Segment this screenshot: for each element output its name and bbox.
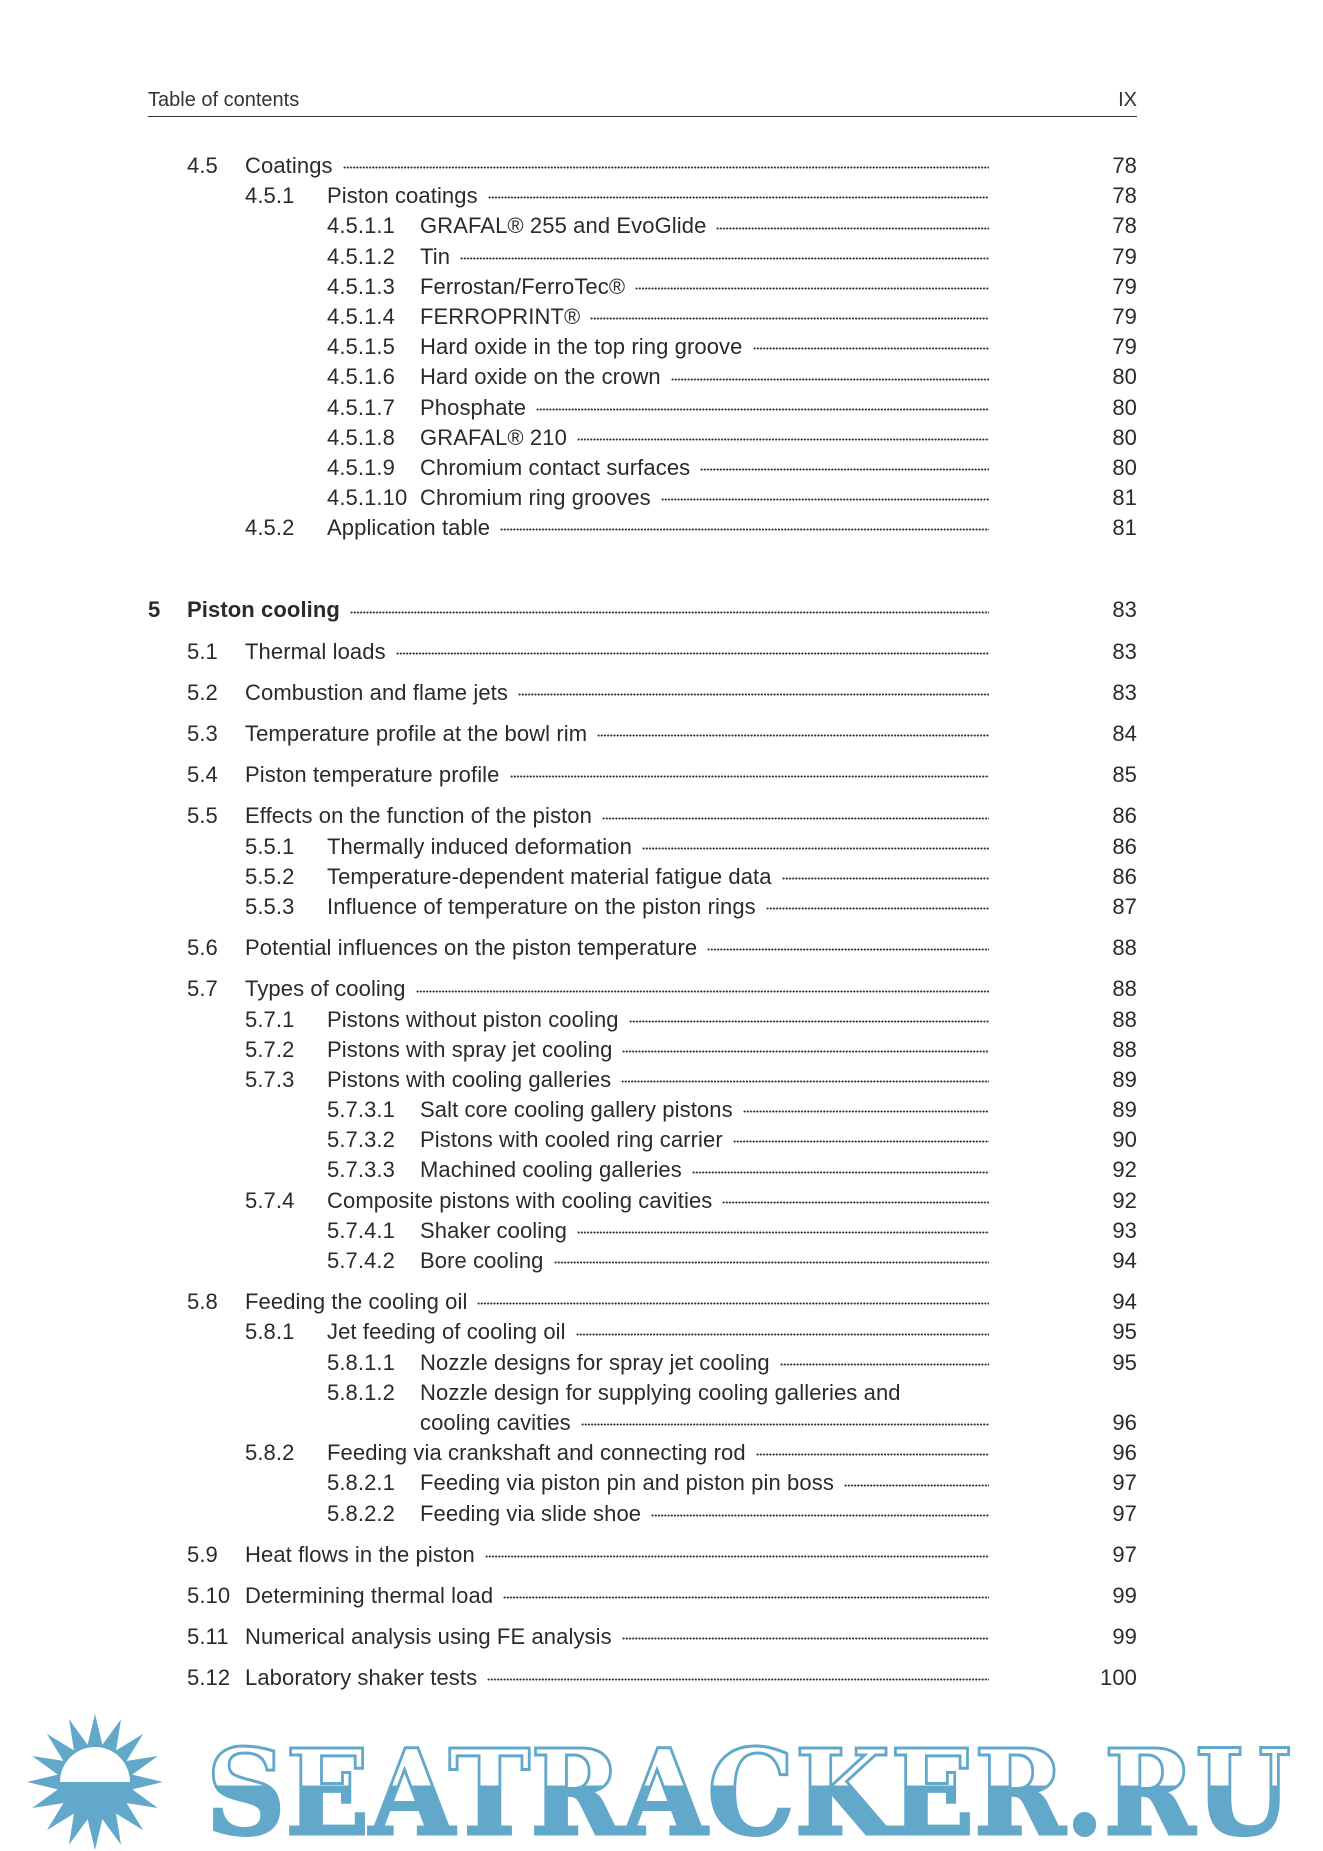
dot-leader bbox=[510, 775, 989, 781]
entry-title: GRAFAL® 255 and EvoGlide bbox=[420, 213, 707, 239]
toc-entry[interactable] bbox=[148, 423, 1137, 453]
entry-title: Piston temperature profile bbox=[245, 762, 500, 788]
entry-page: 81 bbox=[1112, 515, 1137, 541]
entry-number: 5.10 bbox=[187, 1582, 231, 1608]
entry-title: Machined cooling galleries bbox=[420, 1157, 682, 1183]
entry-title: Feeding the cooling oil bbox=[245, 1289, 468, 1315]
entry-page: 94 bbox=[1112, 1248, 1137, 1273]
toc-entry[interactable] bbox=[148, 483, 1137, 513]
entry-number: 5.8.1.1 bbox=[327, 1349, 395, 1375]
entry-number: 4.5.2 bbox=[245, 515, 295, 541]
dot-leader bbox=[536, 408, 989, 414]
entry-page: 86 bbox=[1112, 803, 1137, 829]
entry-number: 5.8.2.1 bbox=[327, 1470, 395, 1496]
entry-title: Laboratory shaker tests bbox=[245, 1665, 478, 1691]
dot-leader bbox=[844, 1484, 989, 1490]
running-header bbox=[148, 86, 1137, 117]
entry-title-continued: cooling cavities bbox=[420, 1409, 571, 1435]
toc-entry[interactable] bbox=[148, 974, 1137, 1004]
entry-number: 5.7.4.2 bbox=[327, 1248, 395, 1273]
entry-title: Temperature-dependent material fatigue data bbox=[327, 863, 772, 889]
dot-leader bbox=[554, 1261, 990, 1267]
entry-title: Combustion and flame jets bbox=[245, 679, 508, 705]
toc-entry[interactable] bbox=[148, 1155, 1137, 1185]
entry-number: 4.5.1.4 bbox=[327, 303, 395, 329]
entry-page: 80 bbox=[1112, 394, 1137, 420]
dot-leader bbox=[782, 877, 989, 883]
dot-leader bbox=[343, 166, 989, 172]
dot-leader bbox=[416, 990, 989, 996]
entry-page: 78 bbox=[1112, 153, 1137, 178]
dot-leader bbox=[780, 1363, 989, 1369]
dot-leader bbox=[621, 1080, 989, 1086]
dot-leader bbox=[661, 498, 989, 504]
toc-entry[interactable] bbox=[148, 719, 1137, 749]
entry-page: 86 bbox=[1112, 833, 1137, 859]
dot-leader bbox=[692, 1171, 989, 1177]
entry-title: Feeding via crankshaft and connecting rod bbox=[327, 1440, 746, 1466]
entry-number: 5.7.1 bbox=[245, 1006, 295, 1032]
entry-title: Chromium ring grooves bbox=[420, 485, 651, 511]
entry-page: 80 bbox=[1112, 364, 1137, 390]
toc-entry[interactable] bbox=[148, 151, 1137, 181]
toc-entry[interactable] bbox=[148, 1438, 1137, 1468]
toc-entry[interactable] bbox=[148, 1581, 1137, 1611]
dot-leader bbox=[597, 734, 989, 740]
entry-title: Chromium contact surfaces bbox=[420, 454, 691, 480]
entry-number: 5.5.3 bbox=[245, 893, 295, 919]
toc-entry-continued[interactable] bbox=[148, 1408, 1137, 1438]
dot-leader bbox=[722, 1201, 989, 1207]
dot-leader bbox=[671, 378, 989, 384]
entry-number: 4.5.1 bbox=[245, 183, 295, 209]
entry-number: 5.5 bbox=[187, 803, 218, 829]
entry-number: 5.5.1 bbox=[245, 833, 295, 859]
entry-number: 5.4 bbox=[187, 762, 218, 788]
entry-page: 83 bbox=[1112, 679, 1137, 705]
dot-leader bbox=[700, 468, 989, 474]
entry-title: Influence of temperature on the piston rings bbox=[327, 893, 756, 919]
entry-page: 97 bbox=[1112, 1541, 1137, 1567]
watermark-logo bbox=[0, 1712, 1323, 1851]
entry-page: 88 bbox=[1112, 935, 1137, 961]
watermark-text: SEATRACKER.RU bbox=[206, 1723, 1291, 1851]
entry-page: 88 bbox=[1112, 1036, 1137, 1062]
toc-entry[interactable] bbox=[148, 393, 1137, 423]
entry-number: 5.7 bbox=[187, 976, 218, 1002]
entry-page: 81 bbox=[1112, 485, 1137, 511]
entry-number: 5.7.3.1 bbox=[327, 1097, 395, 1123]
entry-title: Pistons with cooled ring carrier bbox=[420, 1127, 723, 1153]
dot-leader bbox=[756, 1453, 989, 1459]
entry-title: Application table bbox=[327, 515, 491, 541]
dot-leader bbox=[485, 1555, 989, 1561]
entry-number: 5.7.2 bbox=[245, 1036, 295, 1062]
entry-page: 93 bbox=[1112, 1217, 1137, 1243]
toc-entry[interactable] bbox=[148, 211, 1137, 241]
entry-number: 4.5.1.8 bbox=[327, 424, 395, 450]
header-page-number: IX bbox=[1118, 89, 1137, 111]
dot-leader bbox=[716, 227, 989, 233]
toc-entry[interactable] bbox=[148, 1246, 1137, 1276]
toc-entry[interactable] bbox=[148, 1540, 1137, 1570]
dot-leader bbox=[577, 438, 989, 444]
entry-title: Phosphate bbox=[420, 394, 527, 420]
entry-title: Nozzle designs for spray jet cooling bbox=[420, 1349, 770, 1375]
entry-page: 86 bbox=[1112, 863, 1137, 889]
entry-page: 89 bbox=[1112, 1097, 1137, 1123]
entry-title: Shaker cooling bbox=[420, 1217, 567, 1243]
entry-title: Salt core cooling gallery pistons bbox=[420, 1097, 733, 1123]
toc-entry[interactable] bbox=[148, 302, 1137, 332]
dot-leader bbox=[518, 693, 989, 699]
toc-entry[interactable] bbox=[148, 1125, 1137, 1155]
toc-entry[interactable] bbox=[148, 513, 1137, 543]
header-title: Table of contents bbox=[148, 89, 300, 111]
entry-title: Nozzle design for supplying cooling galleries and bbox=[420, 1379, 901, 1405]
entry-page: 90 bbox=[1112, 1127, 1137, 1153]
entry-title: Coatings bbox=[245, 153, 333, 178]
entry-page: 79 bbox=[1112, 334, 1137, 360]
entry-title: Types of cooling bbox=[245, 976, 406, 1002]
entry-page: 79 bbox=[1112, 303, 1137, 329]
entry-title: Pistons with cooling galleries bbox=[327, 1066, 612, 1092]
entry-number: 5.3 bbox=[187, 721, 218, 746]
entry-number: 4.5.1.6 bbox=[327, 364, 395, 390]
dot-leader bbox=[488, 196, 989, 202]
dot-leader bbox=[350, 611, 989, 617]
toc-entry[interactable] bbox=[148, 1186, 1137, 1216]
dot-leader bbox=[635, 287, 989, 293]
dot-leader bbox=[743, 1110, 989, 1116]
dot-leader bbox=[753, 347, 990, 353]
toc-entry[interactable] bbox=[148, 678, 1137, 708]
table-of-contents bbox=[148, 151, 1137, 1693]
entry-number: 5.7.3.2 bbox=[327, 1127, 395, 1153]
entry-title: Numerical analysis using FE analysis bbox=[245, 1624, 612, 1650]
entry-page: 96 bbox=[1112, 1440, 1137, 1466]
toc-entry[interactable] bbox=[148, 832, 1137, 862]
entry-page: 99 bbox=[1112, 1624, 1137, 1650]
entry-number: 5 bbox=[148, 597, 161, 623]
entry-title: Hard oxide in the top ring groove bbox=[420, 334, 743, 360]
dot-leader bbox=[629, 1020, 989, 1026]
entry-page: 88 bbox=[1112, 976, 1137, 1002]
toc-entry[interactable] bbox=[148, 892, 1137, 922]
entry-title: Temperature profile at the bowl rim bbox=[245, 721, 588, 746]
entry-number: 5.1 bbox=[187, 638, 218, 664]
entry-number: 4.5.1.9 bbox=[327, 454, 395, 480]
toc-entry[interactable] bbox=[148, 1622, 1137, 1652]
entry-page: 87 bbox=[1112, 893, 1137, 919]
dot-leader bbox=[602, 817, 989, 823]
entry-page: 78 bbox=[1112, 183, 1137, 209]
toc-entry[interactable] bbox=[148, 242, 1137, 272]
toc-entry[interactable] bbox=[148, 1317, 1137, 1347]
toc-entry[interactable] bbox=[148, 1095, 1137, 1125]
dot-leader bbox=[477, 1302, 989, 1308]
entry-number: 5.8 bbox=[187, 1289, 218, 1315]
dot-leader bbox=[590, 317, 989, 323]
entry-page: 100 bbox=[1099, 1665, 1137, 1691]
entry-number: 5.7.4 bbox=[245, 1187, 295, 1213]
toc-entry[interactable] bbox=[148, 1468, 1137, 1498]
entry-title: Ferrostan/FerroTec® bbox=[420, 273, 626, 299]
entry-page: 83 bbox=[1112, 638, 1137, 664]
entry-page: 95 bbox=[1112, 1319, 1137, 1345]
toc-entry[interactable] bbox=[148, 933, 1137, 963]
entry-title: Composite pistons with cooling cavities bbox=[327, 1187, 713, 1213]
entry-page: 97 bbox=[1112, 1470, 1137, 1496]
toc-entry[interactable] bbox=[148, 1035, 1137, 1065]
entry-title: Piston coatings bbox=[327, 183, 478, 209]
entry-title: Tin bbox=[420, 243, 451, 269]
entry-page: 92 bbox=[1112, 1157, 1137, 1183]
toc-entry[interactable] bbox=[148, 1378, 1137, 1408]
entry-number: 4.5.1.2 bbox=[327, 243, 395, 269]
entry-number: 5.8.1.2 bbox=[327, 1379, 395, 1405]
entry-page: 97 bbox=[1112, 1500, 1137, 1526]
entry-number: 4.5.1.5 bbox=[327, 334, 395, 360]
dot-leader bbox=[576, 1333, 989, 1339]
toc-entry[interactable] bbox=[148, 453, 1137, 483]
toc-entry[interactable] bbox=[148, 1065, 1137, 1095]
entry-page: 89 bbox=[1112, 1066, 1137, 1092]
entry-page: 94 bbox=[1112, 1289, 1137, 1315]
entry-number: 4.5.1.3 bbox=[327, 273, 395, 299]
toc-entry[interactable] bbox=[148, 1348, 1137, 1378]
dot-leader bbox=[577, 1231, 989, 1237]
dot-leader bbox=[642, 847, 989, 853]
entry-number: 5.8.2 bbox=[245, 1440, 295, 1466]
entry-title: Determining thermal load bbox=[245, 1582, 494, 1608]
entry-title: Heat flows in the piston bbox=[245, 1541, 475, 1567]
dot-leader bbox=[581, 1423, 989, 1429]
dot-leader bbox=[396, 652, 989, 658]
entry-number: 4.5 bbox=[187, 153, 218, 178]
toc-entry[interactable] bbox=[148, 637, 1137, 667]
entry-number: 4.5.1.7 bbox=[327, 394, 395, 420]
dot-leader bbox=[487, 1678, 989, 1684]
entry-page: 99 bbox=[1112, 1582, 1137, 1608]
entry-title: Bore cooling bbox=[420, 1248, 544, 1273]
entry-title: Feeding via slide shoe bbox=[420, 1500, 642, 1526]
entry-title: Potential influences on the piston temperature bbox=[245, 935, 698, 961]
entry-page: 80 bbox=[1112, 424, 1137, 450]
entry-number: 5.6 bbox=[187, 935, 218, 961]
entry-page: 92 bbox=[1112, 1187, 1137, 1213]
toc-entry[interactable] bbox=[148, 362, 1137, 392]
entry-number: 5.8.2.2 bbox=[327, 1500, 395, 1526]
dot-leader bbox=[622, 1637, 989, 1643]
entry-page: 79 bbox=[1112, 273, 1137, 299]
entry-number: 5.7.3.3 bbox=[327, 1157, 395, 1183]
entry-page: 84 bbox=[1112, 721, 1137, 746]
toc-entry[interactable] bbox=[148, 862, 1137, 892]
entry-title: Hard oxide on the crown bbox=[420, 364, 661, 390]
toc-entry[interactable] bbox=[148, 332, 1137, 362]
entry-page: 95 bbox=[1112, 1349, 1137, 1375]
toc-entry[interactable] bbox=[148, 1499, 1137, 1529]
dot-leader bbox=[707, 948, 989, 954]
entry-page: 83 bbox=[1112, 597, 1137, 623]
entry-page: 80 bbox=[1112, 454, 1137, 480]
toc-entry[interactable] bbox=[148, 272, 1137, 302]
entry-title: Pistons without piston cooling bbox=[327, 1006, 619, 1032]
entry-number: 5.9 bbox=[187, 1541, 218, 1567]
sun-icon bbox=[27, 1714, 163, 1850]
entry-title: Feeding via piston pin and piston pin boss bbox=[420, 1470, 834, 1496]
entry-page: 85 bbox=[1112, 762, 1137, 788]
dot-leader bbox=[733, 1140, 989, 1146]
entry-page: 96 bbox=[1112, 1409, 1137, 1435]
entry-number: 5.8.1 bbox=[245, 1319, 295, 1345]
entry-title: FERROPRINT® bbox=[420, 303, 581, 329]
entry-title: Jet feeding of cooling oil bbox=[327, 1319, 566, 1345]
toc-entry[interactable] bbox=[148, 1005, 1137, 1035]
entry-title: GRAFAL® 210 bbox=[420, 424, 567, 450]
dot-leader bbox=[622, 1050, 989, 1056]
entry-title: Pistons with spray jet cooling bbox=[327, 1036, 613, 1062]
entry-number: 5.11 bbox=[187, 1624, 229, 1650]
entry-title: Thermal loads bbox=[245, 638, 386, 664]
dot-leader bbox=[503, 1596, 989, 1602]
toc-entry[interactable] bbox=[148, 181, 1137, 211]
entry-page: 78 bbox=[1112, 213, 1137, 239]
entry-number: 5.12 bbox=[187, 1665, 231, 1691]
toc-entry[interactable] bbox=[148, 1663, 1137, 1693]
dot-leader bbox=[500, 528, 989, 534]
toc-entry[interactable] bbox=[148, 595, 1137, 625]
entry-number: 5.2 bbox=[187, 679, 218, 705]
toc-entry[interactable] bbox=[148, 1287, 1137, 1317]
entry-title: Thermally induced deformation bbox=[327, 833, 632, 859]
entry-title: Piston cooling bbox=[187, 597, 340, 623]
entry-number: 5.7.3 bbox=[245, 1066, 295, 1092]
toc-entry[interactable] bbox=[148, 760, 1137, 790]
toc-entry[interactable] bbox=[148, 1216, 1137, 1246]
entry-page: 79 bbox=[1112, 243, 1137, 269]
dot-leader bbox=[460, 257, 989, 263]
entry-number: 5.7.4.1 bbox=[327, 1217, 395, 1243]
entry-number: 4.5.1.1 bbox=[327, 213, 395, 239]
toc-entry[interactable] bbox=[148, 801, 1137, 831]
dot-leader bbox=[766, 907, 989, 913]
entry-number: 5.5.2 bbox=[245, 863, 295, 889]
entry-number: 4.5.1.10 bbox=[327, 485, 408, 511]
dot-leader bbox=[651, 1514, 989, 1520]
entry-page: 88 bbox=[1112, 1006, 1137, 1032]
entry-title: Effects on the function of the piston bbox=[245, 803, 592, 829]
